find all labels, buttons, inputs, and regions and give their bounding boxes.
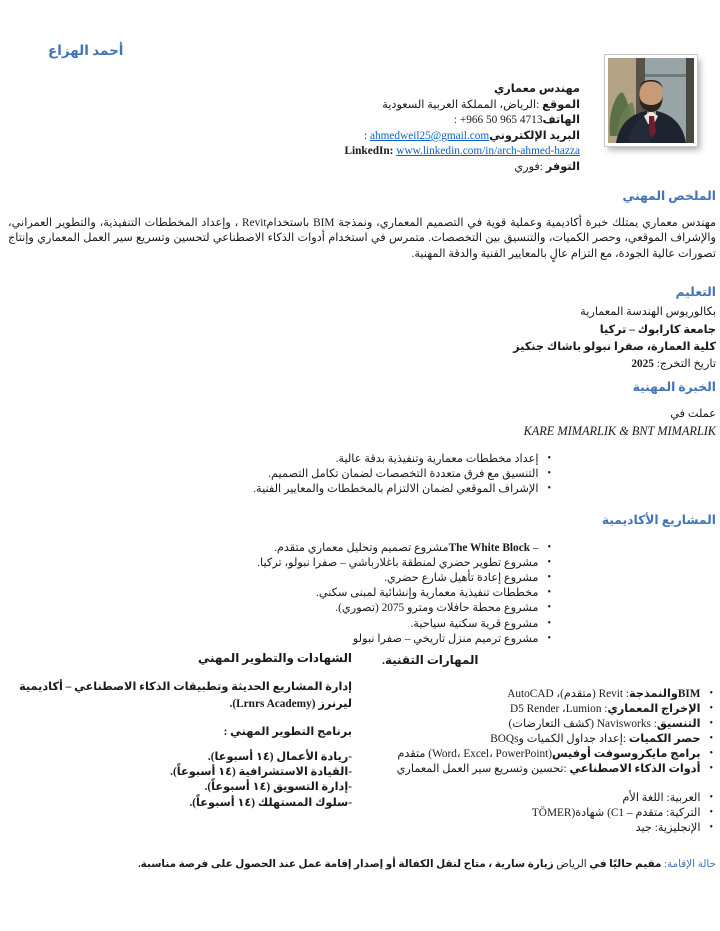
list-item: •التنسيق: Navisworks (كشف التعارضات): [508, 718, 713, 731]
list-item: •مخططات تنفيذية معمارية وإنشائية لمبنى سكني.: [316, 587, 551, 600]
bullet-icon: •: [547, 632, 551, 644]
bullet-icon: •: [709, 806, 713, 818]
portrait-illustration: [608, 58, 694, 143]
phone-number: +966 50 965 4713: [459, 114, 543, 127]
section-heading-experience: الخبرة المهنية: [632, 380, 716, 395]
list-item: •مشروع قرية سكنية سياحية.: [410, 617, 551, 630]
list-item: •الإنجليزية: جيد: [635, 821, 713, 834]
list-item: •التركية: متقدم – C1) شهادة(TÖMER: [531, 806, 713, 819]
email-line: البريد الإلكترونيahmedweil25@gmail.com :: [363, 129, 580, 142]
email-link[interactable]: ahmedweil25@gmail.com: [369, 129, 490, 142]
bullet-icon: •: [709, 733, 713, 745]
availability-label: التوفر: [545, 160, 580, 173]
job-title: مهندس معماري: [493, 83, 580, 95]
bullet-icon: •: [709, 821, 713, 833]
list-item: •الإشراف الموقعي لضمان الالتزام بالمخططات والمعايير الفنية.: [253, 483, 551, 496]
experience-intro: عملت في: [670, 408, 716, 421]
list-item: •برامج مايكروسوفت أوفيس(Word، Excel، PowerPoint) متقدم: [397, 748, 713, 761]
section-heading-certifications: الشهادات والتطوير المهني: [198, 651, 352, 665]
list-item: •إعداد مخططات معمارية وتنفيذية بدقة عالية.: [335, 452, 551, 465]
contact-block: [8, 82, 580, 176]
bullet-icon: •: [547, 468, 551, 480]
bullet-icon: •: [547, 452, 551, 464]
list-item: •BIMوالنمذجة: Revit (متقدم)، AutoCAD: [507, 688, 713, 700]
section-heading-summary: الملخص المهني: [622, 188, 716, 203]
bullet-icon: •: [709, 688, 713, 699]
bullet-icon: •: [547, 617, 551, 629]
program-items: [12, 750, 356, 811]
bullet-icon: •: [709, 763, 713, 775]
location-value: :الرياض، المملكة العربية السعودية: [382, 98, 543, 111]
list-item: -سلوك المستهلك (١٤ أسبوعاً).: [189, 796, 352, 809]
list-item: •التنسيق مع فرق متعددة التخصصات لضمان تكامل التصميم.: [268, 468, 551, 481]
bullet-icon: •: [547, 556, 551, 568]
bullet-icon: •: [709, 703, 713, 715]
experience-list: [8, 452, 716, 498]
bullet-icon: •: [547, 587, 551, 599]
list-item: •مشروع إعادة تأهيل شارع حضري.: [384, 571, 551, 584]
languages-list: [356, 791, 716, 836]
bullet-icon: •: [709, 718, 713, 730]
projects-list: [8, 541, 716, 647]
list-item: •الإخراج المعماري: D5 Render ،Lumion: [509, 703, 713, 716]
candidate-name: أحمد الهزاع: [48, 43, 124, 58]
profile-photo: [605, 55, 697, 146]
graduation-date: تاريخ التخرج: 2025: [631, 358, 716, 371]
university: جامعة كارابوك – تركيا: [599, 323, 716, 336]
list-item: •مشروع ترميم منزل تاريخي – صفرا نبولو: [352, 632, 551, 645]
skills-list: [356, 687, 716, 778]
list-item: -إدارة التسويق (١٤ أسبوعاً).: [204, 781, 352, 794]
residency-label: حالة الإقامة:: [661, 858, 716, 870]
location-line: [8, 98, 580, 114]
list-item: •حصر الكميات :إعداد جداول الكميات وBOQs: [490, 733, 713, 746]
bullet-icon: •: [547, 602, 551, 614]
linkedin-label: LinkedIn:: [344, 145, 394, 158]
list-item: •مشروع محطة حافلات ومترو 2075 (تصوري).: [335, 602, 551, 615]
bullet-icon: •: [547, 571, 551, 583]
faculty: كلية العمارة، صفرا نبولو باشاك جنكيز: [513, 340, 716, 353]
education-block: [8, 304, 716, 373]
location-label: الموقع: [542, 98, 580, 111]
bullet-icon: •: [709, 748, 713, 760]
certifications-column: [8, 650, 356, 836]
program-title: برنامج التطوير المهني :: [223, 726, 352, 738]
list-item: •العربية: اللغة الأم: [622, 791, 713, 804]
email-label: البريد الإلكتروني: [489, 129, 580, 142]
skills-column: [356, 652, 716, 836]
degree: بكالوريوس الهندسة المعمارية: [580, 306, 716, 319]
phone-line: الهاتف+966 50 965 4713 :: [453, 114, 580, 127]
phone-label: الهاتف: [542, 114, 580, 127]
bullet-icon: •: [709, 791, 713, 803]
section-heading-projects: المشاريع الأكاديمية: [601, 512, 716, 527]
residency-status-line: حالة الإقامة: مقيم حاليًا في الرياض زيارة سارية ، متاح لنقل الكفالة أو إصدار إقامة عمل عند الحصول على فرصة مناسبة.: [138, 858, 716, 870]
certification-course: إدارة المشاريع الحديثة وتطبيقات الذكاء الاصطناعي – أكاديمية ليرنرز (Lrnrs Academy).: [19, 681, 352, 710]
linkedin-link[interactable]: www.linkedin.com/in/arch-ahmed-hazza: [396, 145, 580, 158]
company-name: KARE MIMARLIK & BNT MIMARLIK: [523, 423, 716, 438]
linkedin-line: [8, 144, 580, 160]
list-item: -القيادة الاستشرافية (١٤ أسبوعاً).: [170, 766, 352, 779]
list-item: •مشروع تطوير حضري لمنطقة باغلارباشي – صفرا نبولو، تركيا.: [257, 556, 551, 569]
list-item: •– The White Blockمشروع تصميم وتحليل معماري متقدم.: [274, 541, 551, 554]
section-heading-education: التعليم: [675, 285, 716, 300]
bullet-icon: •: [547, 541, 551, 553]
bullet-icon: •: [547, 483, 551, 495]
two-column-area: [8, 652, 716, 836]
summary-paragraph: مهندس معماري يمتلك خبرة أكاديمية وعملية قوية في التصميم المعماري، ونمذجة BIM باستخدامRevit ، وإعداد المخططات التنفيذية، والتطوير العمراني، والإشراف الموقعي، وحصر الكميات، والتنسيق بين التخصصات. متمرس في استخدام أدوات الذكاء الاصطناعي لتحسين وتسريع سير العمل المعماري وإنتاج تصورات عالية الجودة، مع التزام عالٍ بالمعايير الفنية والدقة المهنية.: [8, 216, 716, 261]
section-heading-skills: المهارات التقنية.: [382, 653, 479, 667]
availability-line: التوفر :فوري: [514, 160, 580, 173]
list-item: •أدوات الذكاء الاصطناعي :تحسين وتسريع سير العمل المعماري: [396, 763, 713, 776]
list-item: -ريادة الأعمال (١٤ أسبوعا).: [207, 751, 352, 763]
